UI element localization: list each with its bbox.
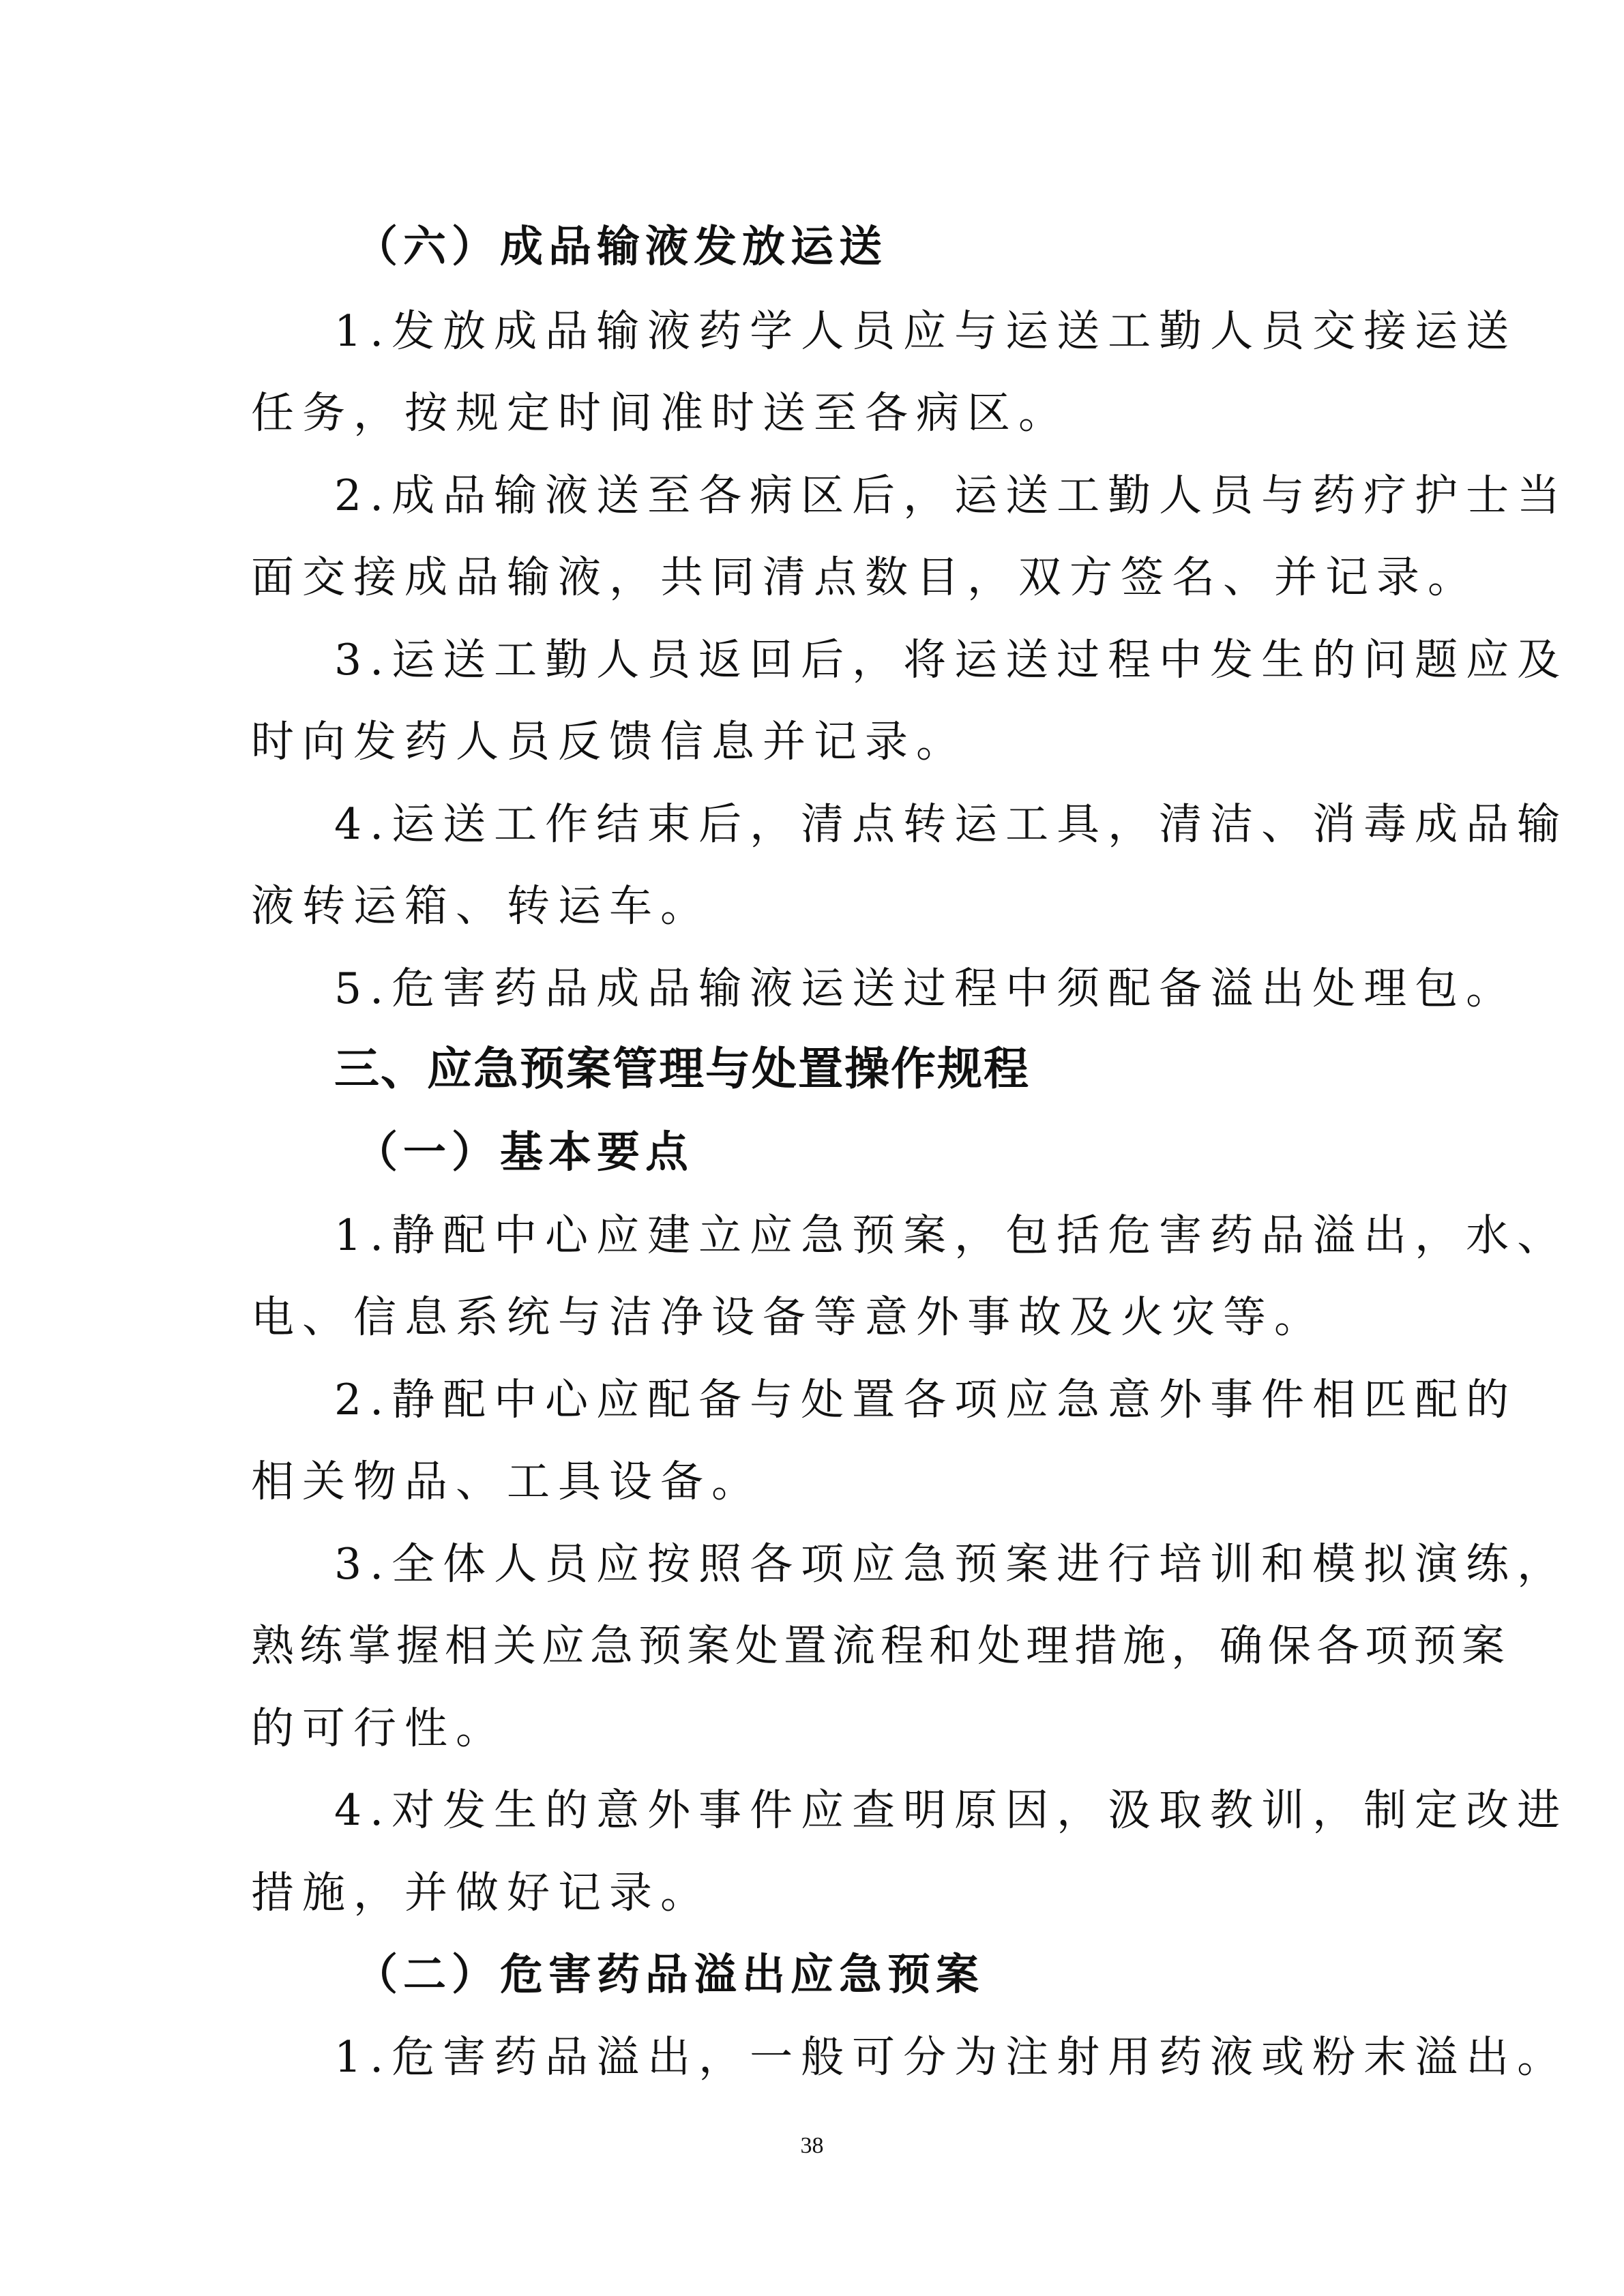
paragraph-line: 的可行性。 bbox=[251, 1703, 507, 1753]
paragraph-line: 1.危害药品溢出，一般可分为注射用药液或粉末溢出。 bbox=[334, 2032, 1569, 2082]
subsection-heading-2: （二）危害药品溢出应急预案 bbox=[355, 1949, 984, 1999]
paragraph-line: 液转运箱、转运车。 bbox=[251, 881, 711, 931]
paragraph-line: 2.静配中心应配备与处置各项应急意外事件相匹配的 bbox=[334, 1375, 1518, 1425]
subsection-heading-6: （六）成品输液发放运送 bbox=[355, 221, 887, 271]
paragraph-line: 任务，按规定时间准时送至各病区。 bbox=[251, 388, 1069, 438]
paragraph-line: 措施，并做好记录。 bbox=[251, 1868, 711, 1918]
paragraph-line: 4.运送工作结束后，清点转运工具，清洁、消毒成品输 bbox=[334, 799, 1569, 849]
section-heading-3: 三、应急预案管理与处置操作规程 bbox=[334, 1043, 1030, 1095]
paragraph-line: 1.发放成品输液药学人员应与运送工勤人员交接运送 bbox=[334, 306, 1518, 356]
paragraph-line: 2.成品输液送至各病区后，运送工勤人员与药疗护士当 bbox=[334, 471, 1569, 520]
paragraph-line: 3.运送工勤人员返回后，将运送过程中发生的问题应及 bbox=[334, 635, 1569, 685]
paragraph-line: 3.全体人员应按照各项应急预案进行培训和模拟演练， bbox=[334, 1539, 1569, 1589]
paragraph-line: 时向发药人员反馈信息并记录。 bbox=[251, 717, 967, 766]
paragraph-line: 4.对发生的意外事件应查明原因，汲取教训，制定改进 bbox=[334, 1785, 1569, 1835]
page-number: 38 bbox=[800, 2133, 824, 2158]
paragraph-line: 1.静配中心应建立应急预案，包括危害药品溢出，水、 bbox=[334, 1210, 1569, 1260]
paragraph-line: 5.危害药品成品输液运送过程中须配备溢出处理包。 bbox=[334, 964, 1518, 1013]
paragraph-line: 熟练掌握相关应急预案处置流程和处理措施，确保各项预案 bbox=[251, 1621, 1510, 1671]
subsection-heading-1: （一）基本要点 bbox=[355, 1127, 694, 1177]
paragraph-line: 面交接成品输液，共同清点数目，双方签名、并记录。 bbox=[251, 552, 1479, 602]
paragraph-line: 电、信息系统与洁净设备等意外事故及火灾等。 bbox=[251, 1292, 1325, 1342]
paragraph-line: 相关物品、工具设备。 bbox=[251, 1457, 763, 1506]
